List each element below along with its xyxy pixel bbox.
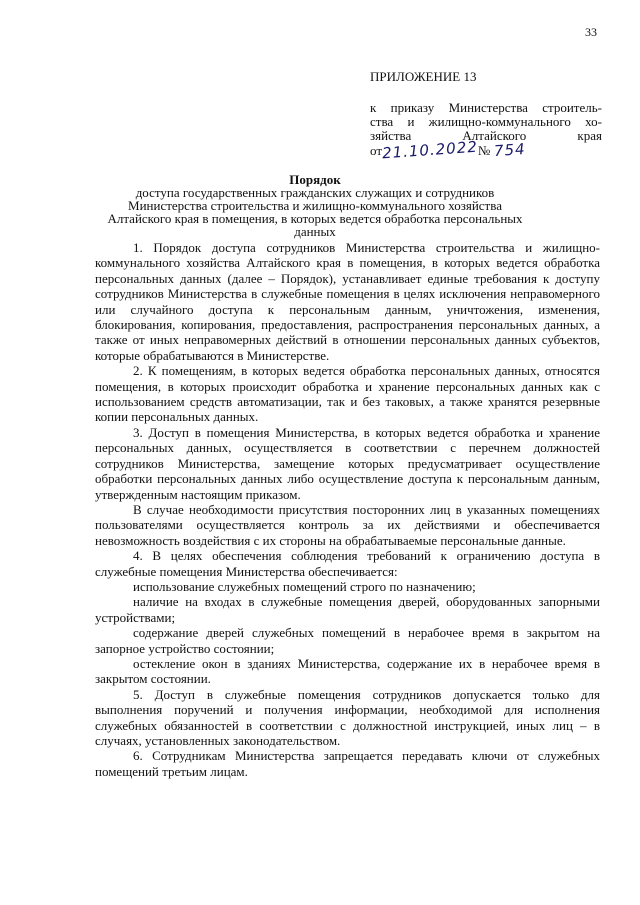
ot-label: от — [370, 143, 383, 158]
paragraph: 3. Доступ в помещения Министерства, в которых ведется обработка и хранение персональных данных, осуществляется в соответствии с перечнем должностей сотрудников Министерства, замещение которых предусматривает осуществление обработки персональных данных либо осуществление доступа к персональным данным, утвержденным настоящим приказом. — [95, 424, 600, 502]
paragraph: использование служебных помещений строго по назначению; — [133, 578, 476, 594]
document-title: Порядок — [289, 172, 341, 187]
appendix-block — [370, 69, 602, 163]
appendix-title: ПРИЛОЖЕНИЕ 13 — [370, 69, 477, 84]
paragraph: 6. Сотрудникам Министерства запрещается передавать ключи от служебных помещений третьим лицам. — [95, 748, 600, 779]
appendix-date-line — [370, 137, 602, 163]
paragraph: В случае необходимости присутствия посторонних лиц в указанных помещениях пользователями осуществляется контроль за их действиями и обеспечивается невозможность воздействия с их стороны на обрабатываемые персональные данные. — [95, 501, 600, 548]
handwritten-date: 21.10.2022 — [381, 137, 479, 163]
handwritten-number: 754 — [492, 139, 526, 161]
paragraph: остекление окон в зданиях Министерства, содержание их в нерабочее время в закрытом состоянии. — [95, 655, 600, 687]
paragraph: наличие на входах в служебные помещения дверей, оборудованных запорными устройствами; — [95, 594, 600, 625]
document-subtitle: доступа государственных гражданских служащих и сотрудников Министерства строительства и жилищно-коммунального хозяйства Алтайского края в помещения, в которых ведется обработка персональных данных — [107, 185, 523, 239]
paragraph: содержание дверей служебных помещений в нерабочее время в закрытом на запорное устройство состоянии; — [95, 625, 600, 656]
appendix-reference — [370, 100, 602, 163]
document-body — [95, 240, 600, 779]
appendix-ref-line-1: к приказу Министерства строитель- — [370, 100, 602, 115]
paragraph: 2. К помещениям, в которых ведется обработка персональных данных, относятся помещения, в которых происходит обработка и хранение персональных данных как с использованием средств автоматизации, так и без таковых, а также хранятся резервные копии персональных данных. — [95, 363, 600, 425]
appendix-ref-line-2: ства и жилищно-коммунального хо- — [370, 114, 602, 129]
number-sign: № — [477, 143, 491, 158]
page-number: 33 — [585, 25, 597, 39]
paragraph: 1. Порядок доступа сотрудников Министерства строительства и жилищно-коммунального хозяйства Алтайского края в помещения, в которых ведется обработка персональных данных (далее – Порядок), устанавливает единые требования к доступу сотрудников Министерства в служебные помещения в целях исключения неправомерного или случайного доступа к персональным данным, уничтожения, изменения, блокирования, копирования, предоставления, распространения персональных данных, а также от иных неправомерных действий в отношении персональных данных субъектов, которые обрабатываются в Министерстве. — [95, 240, 600, 363]
paragraph: 4. В целях обеспечения соблюдения требований к ограничению доступа в служебные помещения Министерства обеспечивается: — [95, 548, 600, 579]
appendix-ref-line-3: зяйства Алтайского края — [370, 128, 602, 143]
document-heading — [105, 173, 525, 238]
paragraph: 5. Доступ в служебные помещения сотрудников допускается только для выполнения поручений и получения информации, необходимой для исполнения служебных обязанностей в соответствии с должностной инструкцией, иных лиц – в случаях, установленных законодательством. — [95, 686, 600, 748]
